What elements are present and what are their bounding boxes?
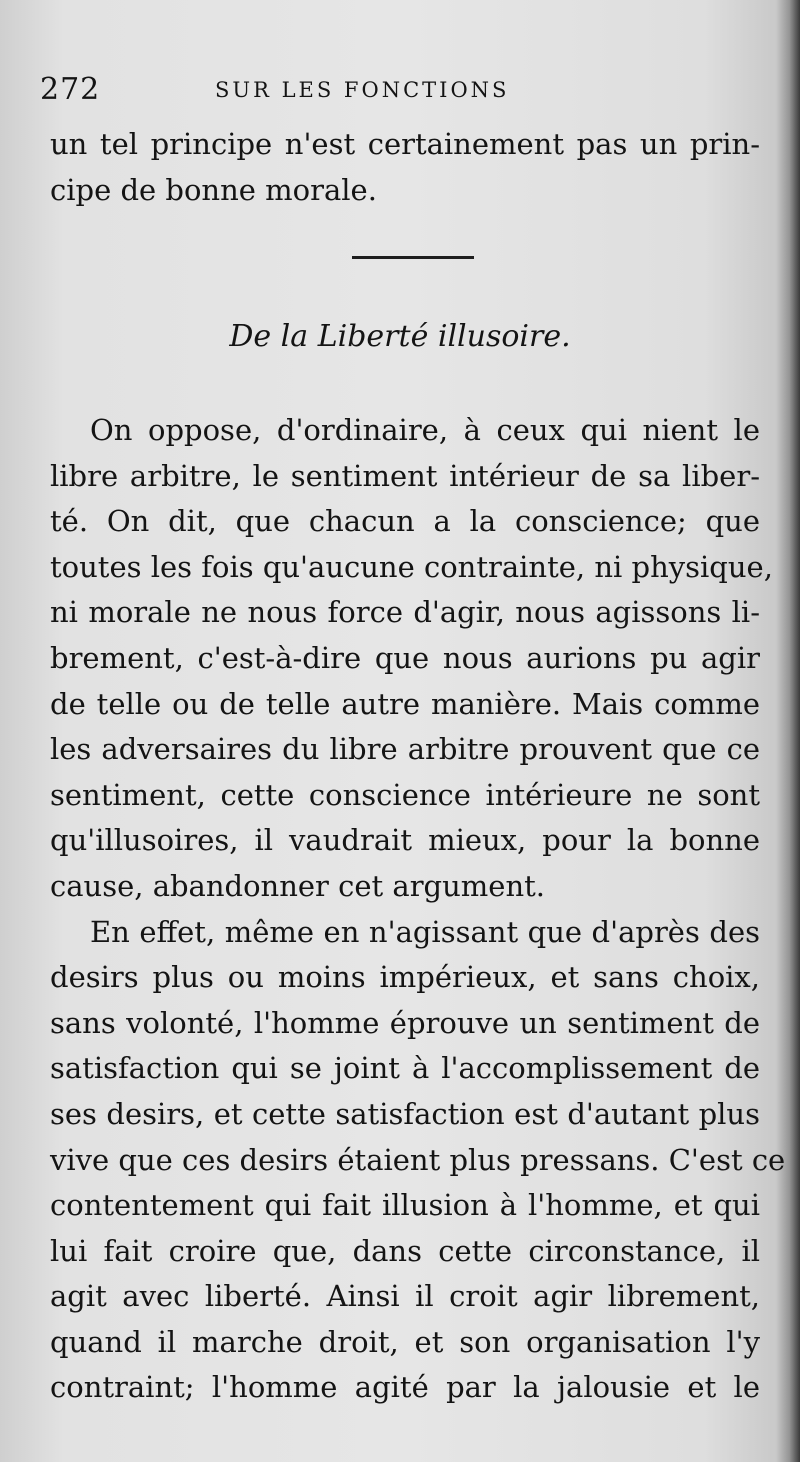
page-edge-shadow xyxy=(790,0,800,1462)
text-line: agit avec liberté. Ainsi il croit agir librement, xyxy=(50,1279,760,1314)
text-line: un tel principe n'est certainement pas un prin- xyxy=(50,127,760,161)
carryover-paragraph xyxy=(50,122,760,213)
text-line: contentement qui fait illusion à l'homme, et qui xyxy=(50,1188,760,1223)
text-line: desirs plus ou moins impérieux, et sans choix, xyxy=(50,960,760,995)
text-line: vive que ces desirs étaient plus pressans. C'est ce xyxy=(50,1142,786,1177)
text-line: les adversaires du libre arbitre prouvent que ce xyxy=(50,732,760,767)
running-title: SUR LES FONCTIONS xyxy=(215,78,510,102)
text-line: lui fait croire que, dans cette circonstance, il xyxy=(50,1233,760,1268)
text-line: quand il marche droit, et son organisation l'y xyxy=(50,1324,760,1359)
paragraph-2 xyxy=(50,910,786,1412)
text-line: En effet, même en n'agissant que d'après des xyxy=(90,914,760,949)
page-number: 272 xyxy=(40,72,101,107)
section-title: De la Liberté illusoire. xyxy=(229,319,571,354)
page-header xyxy=(40,70,760,110)
text-line: cipe de bonne morale. xyxy=(50,172,377,207)
text-line: contraint; l'homme agité par la jalousie et le xyxy=(50,1370,760,1405)
text-line: cause, abandonner cet argument. xyxy=(50,868,546,903)
text-line: té. On dit, que chacun a la conscience; que xyxy=(50,504,760,539)
text-line: satisfaction qui se joint à l'accomplissement de xyxy=(50,1051,760,1086)
text-line: toutes les fois qu'aucune contrainte, ni physique, xyxy=(50,549,773,584)
text-line: sans volonté, l'homme éprouve un sentiment de xyxy=(50,1005,760,1040)
section-divider xyxy=(352,256,474,259)
text-line: On oppose, d'ordinaire, à ceux qui nient le xyxy=(90,413,760,447)
paragraph-1 xyxy=(50,408,773,910)
text-line: brement, c'est-à-dire que nous aurions pu agir xyxy=(50,640,760,675)
main-text xyxy=(50,408,786,1411)
text-line: libre arbitre, le sentiment intérieur de sa liber- xyxy=(50,458,760,493)
text-line: ni morale ne nous force d'agir, nous agissons li- xyxy=(50,595,760,630)
text-line: qu'illusoires, il vaudrait mieux, pour la bonne xyxy=(50,823,760,858)
text-line: sentiment, cette conscience intérieure ne sont xyxy=(50,777,760,812)
text-line: de telle ou de telle autre manière. Mais comme xyxy=(50,686,760,721)
text-line: ses desirs, et cette satisfaction est d'autant plus xyxy=(50,1096,760,1131)
